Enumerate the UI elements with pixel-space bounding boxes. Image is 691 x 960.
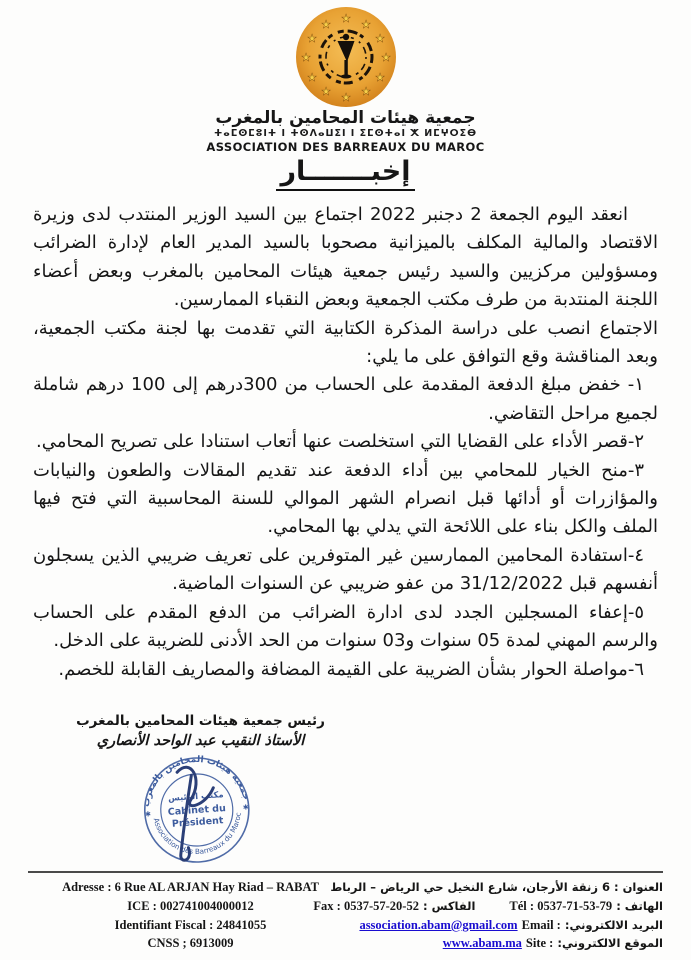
stamp-center-arabic: مكتب الرئيس — [167, 790, 225, 804]
footer-address-arabic: العنوان : 6 زنقة الأرجان، شارع النخيل حي الرياض – الرباط — [330, 880, 663, 894]
stamp-star-right-icon: ✱ — [242, 803, 249, 812]
email-link[interactable]: association.abam@gmail.com — [359, 917, 518, 932]
stamp-center-line1: Cabinet du — [167, 802, 227, 819]
list-item-5: ٥-إعفاء المسجلين الجدد لدى ادارة الضرائب من الدفع المقدم على الحساب والرسم المهني لمدة 05 سنوات و03 سنوات من الحد الأدنى للضريبة على الدخل. — [33, 601, 658, 652]
email-label-french: Email : — [521, 917, 561, 932]
email-label-arabic: البريد الالكتروني: — [564, 917, 663, 932]
list-item-4: ٤-استفادة المحامين الممارسين غير المتوفرين على تعريف ضريبي الذين يسجلون أنفسهم قبل 31/12/2022 من عفو ضريبي عن السنوات الماضية. — [33, 544, 658, 595]
svg-text:★: ★ — [306, 32, 317, 45]
footer-ice: ICE : 002741004000012 — [127, 898, 254, 913]
svg-text:★: ★ — [300, 51, 311, 64]
fax-number: Fax : 0537-57-20-52 — [313, 898, 419, 913]
svg-text:★: ★ — [360, 18, 371, 31]
svg-text:★: ★ — [340, 12, 351, 25]
stamp-icon — [118, 748, 276, 878]
svg-text:★: ★ — [374, 71, 385, 84]
phone-label-arabic: الهاتف : — [616, 898, 663, 913]
association-logo-icon — [294, 6, 398, 108]
list-item-1: ١- خفض مبلغ الدفعة المقدمة على الحساب من 300درهم إلى 100 درهم شاملة لجميع مراحل التقاضي. — [33, 374, 658, 424]
document-title — [0, 156, 691, 191]
svg-text:★: ★ — [320, 85, 331, 98]
website-link[interactable]: www.abam.ma — [442, 936, 522, 951]
stamp-center-line2: Président — [171, 815, 224, 830]
svg-text:★: ★ — [306, 71, 317, 84]
footer-identifiant-fiscal: Identifiant Fiscal : 24841055 — [114, 917, 267, 932]
stamp-arc-top-text: جمعية هيئات المحامين بالمغرب — [141, 754, 251, 808]
list-item-6: ٦-مواصلة الحوار بشأن الضريبة على القيمة المضافة والمصاريف القابلة للخصم. — [58, 658, 644, 680]
org-name-arabic: جمعية هيئات المحامين بالمغرب — [215, 108, 476, 128]
svg-text:★: ★ — [360, 85, 371, 98]
list-item-2: ٢-قصر الأداء على القضايا التي استخلصت عنها أتعاب استنادا على تصريح المحامي. — [36, 431, 644, 453]
footer-site-row — [293, 934, 663, 953]
footer-email-row — [293, 916, 663, 935]
letterhead — [0, 6, 691, 154]
signatory-title: رئيس جمعية هيئات المحامين بالمغرب — [76, 713, 325, 729]
svg-text:★: ★ — [320, 18, 331, 31]
svg-text:★: ★ — [374, 32, 385, 45]
document-title-text: إخبـــــــار — [276, 156, 414, 191]
stamp-arc-bottom-text: Association des Barreaux du Maroc — [151, 811, 243, 857]
meeting-paragraph: الاجتماع انصب على دراسة المذكرة الكتابية التي تقدمت بها لجنة مكتب الجمعية، وبعد المناقشة وقع التوافق على ما يلي: — [33, 317, 658, 368]
fax-label-arabic: الفاكس : — [422, 898, 476, 913]
svg-text:★: ★ — [340, 91, 351, 104]
footer-adresse: Adresse : 6 Rue AL ARJAN Hay Riad – RABAT — [62, 880, 319, 894]
document-body — [33, 201, 658, 684]
list-item-3: ٣-منح الخيار للمحامي بين أداء الدفعة عند تقديم المقالات والطعون والنيابات والمؤازرات أو أدائها قبل انصرام الشهر الموالي للسنة المحاسبية التي فتح فيها الملف والكل بناء على اللائحة التي يدلي بها المحامي. — [33, 459, 658, 538]
footer-phone-fax-row — [293, 897, 663, 916]
org-name-french: ASSOCIATION DES BARREAUX DU MAROC — [206, 140, 485, 154]
president-stamp — [118, 748, 276, 878]
site-label-french: Site : — [525, 936, 554, 951]
signatory-name: الأستاذ النقيب عبد الواحد الأنصاري — [96, 733, 305, 749]
intro-paragraph: انعقد اليوم الجمعة 2 دجنبر 2022 اجتماع بين السيد الوزير المنتدب لدى وزيرة الاقتصاد والمالية المكلف بالميزانية مصحوبا بالسيد المدير العام لإدارة الضرائب ومسؤولين مركزيين والسيد رئيس جمعية هيئات المحامين بالمغرب وبعض أعضاء اللجنة المنتدبة من طرف مكتب الجمعية وبعض النقباء الممارسين. — [33, 204, 658, 311]
svg-text:★: ★ — [380, 51, 391, 64]
phone-number: Tél : 0537-71-53-79 — [509, 898, 613, 913]
signature-block — [58, 712, 343, 751]
footer-divider — [28, 871, 663, 873]
site-label-arabic: الموقع الالكتروني: — [557, 936, 663, 951]
org-name-tifinagh: ⵜⴰⵎⵙⵎⵓⵏⵜ ⵏ ⵜⵙⴷⴰⵡⵉⵏ ⵏ ⵉⵎⵙⵜⴰⵏ ⵅ ⵍⵎⵖⵔⵉⴱ — [213, 128, 478, 139]
footer-right-column — [293, 878, 663, 953]
stamp-star-left-icon: ✱ — [144, 810, 152, 819]
footer-cnss: CNSS ; 6913009 — [147, 936, 234, 951]
